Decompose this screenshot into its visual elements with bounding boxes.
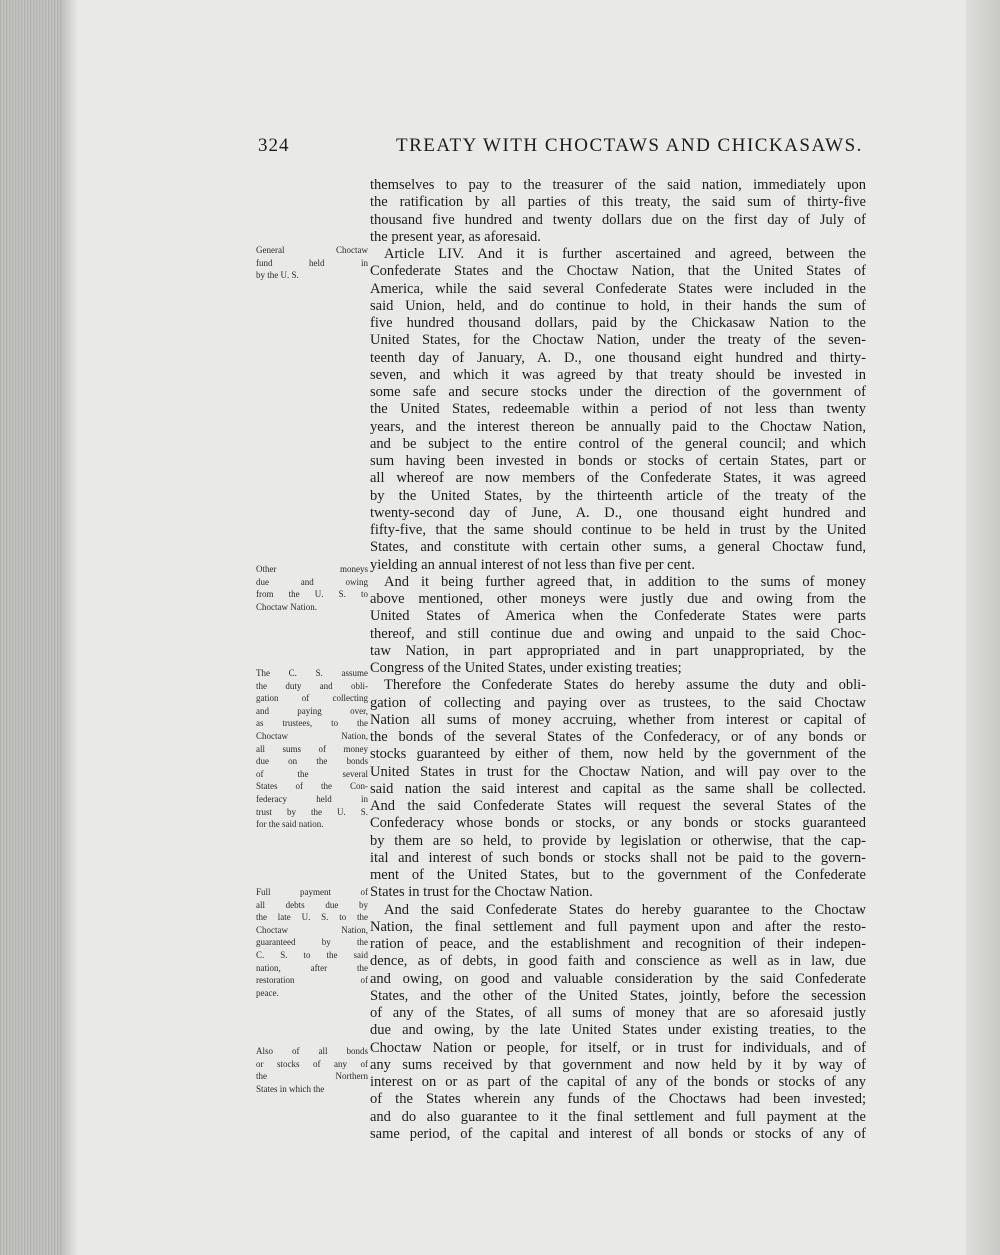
margin-note-line: by the U. S. bbox=[256, 270, 299, 281]
margin-note-line: due and owing bbox=[256, 576, 368, 587]
body-line: gation of collecting and paying over as trustees, to the said Choctaw bbox=[370, 694, 866, 711]
margin-note-line: the duty and obli- bbox=[256, 680, 368, 691]
body-line: United States of America when the Confederate States were parts bbox=[370, 608, 866, 625]
body-line: teenth day of January, A. D., one thousand eight hundred and thirty- bbox=[370, 349, 866, 366]
body-line: Confederacy whose bonds or stocks, or any bonds or stocks guaranteed bbox=[370, 815, 866, 832]
body-text bbox=[370, 177, 866, 1143]
body-line: United States, for the Choctaw Nation, under the treaty of the seven- bbox=[370, 332, 866, 349]
margin-note-line: or stocks of any of bbox=[256, 1058, 368, 1069]
body-line: States, and the other of the United States, jointly, before the secession bbox=[370, 987, 866, 1004]
margin-note-also-all-bonds bbox=[256, 1045, 368, 1095]
margin-note-line: due on the bonds bbox=[256, 756, 368, 767]
body-line: the ratification by all parties of this treaty, the said sum of thirty-five bbox=[370, 194, 866, 211]
margin-note-line: all debts due by bbox=[256, 899, 368, 910]
body-line: years, and the interest thereon be annually paid to the Choctaw Nation, bbox=[370, 418, 866, 435]
margin-note-full-payment bbox=[256, 886, 368, 999]
body-line: due and owing, by the late United States under existing treaties, to the bbox=[370, 1022, 866, 1039]
body-line: and owing, on good and valuable consideration by the said Confederate bbox=[370, 970, 866, 987]
margin-note-line: States in which the bbox=[256, 1083, 325, 1094]
body-line: Nation all sums of money accruing, whether from interest or capital of bbox=[370, 711, 866, 728]
body-line: any sums received by that government and now held by it by way of bbox=[370, 1056, 866, 1073]
body-line: Confederate States and the Choctaw Nation, that the United States of bbox=[370, 263, 866, 280]
body-line: by them are so held, to provide by legislation or otherwise, that the cap- bbox=[370, 832, 866, 849]
body-line: America, while the said several Confederate States were included in the bbox=[370, 280, 866, 297]
page-number: 324 bbox=[258, 135, 290, 156]
body-line: stocks guaranteed by either of them, now held by the government of the bbox=[370, 746, 866, 763]
margin-note-line: from the U. S. to bbox=[256, 589, 368, 600]
margin-note-line: nation, after the bbox=[256, 962, 368, 973]
body-line: all whereof are now members of the Confederate States, it was agreed bbox=[370, 470, 866, 487]
body-line: Choctaw Nation or people, for itself, or in trust for individuals, and of bbox=[370, 1039, 866, 1056]
body-line: sum having been invested in bonds or stocks of certain States, part or bbox=[370, 453, 866, 469]
body-line: by the United States, by the thirteenth article of the treaty of the bbox=[370, 487, 866, 504]
body-line: States, and constitute with certain other sums, a general Choctaw fund, bbox=[370, 539, 866, 556]
body-line: thousand five hundred and twenty dollars due on the first day of July of bbox=[370, 211, 866, 228]
body-line: the present year, as aforesaid. bbox=[370, 228, 541, 245]
margin-note-line: The C. S. assume bbox=[256, 668, 368, 678]
margin-note-line: Other moneys bbox=[256, 564, 368, 574]
margin-note-line: the Northern bbox=[256, 1071, 368, 1082]
margin-note-line: Choctaw Nation, bbox=[256, 730, 368, 741]
body-line: above mentioned, other moneys were justly due and owing from the bbox=[370, 591, 866, 607]
margin-note-line: federacy held in bbox=[256, 793, 368, 804]
body-line: of the States wherein any funds of the Choctaws had been invested; bbox=[370, 1091, 866, 1108]
margin-note-other-moneys bbox=[256, 563, 368, 613]
body-line: And it being further agreed that, in addition to the sums of money bbox=[384, 573, 866, 590]
margin-note-line: for the said nation. bbox=[256, 819, 324, 830]
margin-note-line: States of the Con- bbox=[256, 781, 368, 792]
book-page-edge bbox=[0, 0, 62, 1255]
margin-note-line: Also of all bonds bbox=[256, 1046, 368, 1056]
body-line: five hundred thousand dollars, paid by the Chickasaw Nation to the bbox=[370, 315, 866, 331]
body-line: themselves to pay to the treasurer of the said nation, immediately upon bbox=[370, 177, 866, 193]
body-line: And the said Confederate States will request the several States of the bbox=[370, 798, 866, 814]
body-line: thereof, and still continue due and owing and unpaid to the said Choc- bbox=[370, 625, 866, 642]
margin-note-line: fund held in bbox=[256, 257, 368, 268]
margin-note-line: restoration of bbox=[256, 975, 368, 986]
body-line: said nation the said interest and capital as the same shall be collected. bbox=[370, 780, 866, 797]
body-line: United States in trust for the Choctaw Nation, and will pay over to the bbox=[370, 763, 866, 780]
scan-margin bbox=[966, 0, 1000, 1255]
body-line: the United States, redeemable within a period of not less than twenty bbox=[370, 401, 866, 418]
margin-note-line: Choctaw Nation. bbox=[256, 601, 317, 612]
running-head: TREATY WITH CHOCTAWS AND CHICKASAWS. bbox=[396, 135, 863, 156]
body-line: ment of the United States, but to the government of the Confederate bbox=[370, 867, 866, 883]
margin-note-line: trust by the U. S. bbox=[256, 806, 368, 817]
margin-note-line: C. S. to the said bbox=[256, 949, 368, 960]
margin-note-line: Choctaw Nation, bbox=[256, 924, 368, 935]
margin-note-line: General Choctaw bbox=[256, 245, 368, 255]
margin-note-line: peace. bbox=[256, 987, 279, 998]
margin-note-general-choctaw-fund bbox=[256, 244, 368, 282]
margin-note-line: the late U. S. to the bbox=[256, 912, 368, 923]
binding-shadow bbox=[62, 0, 78, 1255]
body-line: taw Nation, in part appropriated and in part unappropriated, by the bbox=[370, 642, 866, 659]
body-line: States in trust for the Choctaw Nation. bbox=[370, 884, 593, 901]
body-line: Congress of the United States, under existing treaties; bbox=[370, 660, 682, 676]
body-line: fifty-five, that the same should continue to be held in trust by the United bbox=[370, 522, 866, 538]
body-line: Article LIV. And it is further ascertained and agreed, between the bbox=[384, 246, 866, 262]
body-line: ration of peace, and the establishment and recognition of their indepen- bbox=[370, 936, 866, 952]
margin-note-line: as trustees, to the bbox=[256, 718, 368, 729]
body-line: twenty-second day of June, A. D., one thousand eight hundred and bbox=[370, 504, 866, 521]
margin-note-line: guaranteed by the bbox=[256, 937, 368, 948]
body-line: the bonds of the several States of the Confederacy, or of any bonds or bbox=[370, 729, 866, 745]
body-line: yielding an annual interest of not less than five per cent. bbox=[370, 556, 695, 573]
body-line: and do also guarantee to it the final settlement and full payment at the bbox=[370, 1108, 866, 1125]
margin-note-line: and paying over, bbox=[256, 705, 368, 716]
margin-note-line: all sums of money bbox=[256, 743, 368, 754]
body-line: seven, and which it was agreed by that treaty should be invested in bbox=[370, 366, 866, 383]
margin-note-cs-assume-duty bbox=[256, 667, 368, 831]
body-line: interest on or as part of the capital of any of the bonds or stocks of any bbox=[370, 1074, 866, 1090]
body-line: said Union, held, and do continue to hold, in their hands the sum of bbox=[370, 297, 866, 314]
body-line: ital and interest of such bonds or stocks shall not be paid to the govern- bbox=[370, 849, 866, 866]
margin-note-line: Full payment of bbox=[256, 887, 368, 897]
body-line: some safe and secure stocks under the direction of the government of bbox=[370, 384, 866, 400]
body-line: and be subject to the entire control of the general council; and which bbox=[370, 435, 866, 452]
body-line: dence, as of debts, in good faith and conscience as well as in law, due bbox=[370, 953, 866, 970]
margin-note-line: gation of collecting bbox=[256, 693, 368, 704]
body-line: Nation, the final settlement and full payment upon and after the resto- bbox=[370, 918, 866, 935]
body-line: of any of the States, of all sums of money that are so aforesaid justly bbox=[370, 1005, 866, 1021]
body-line: same period, of the capital and interest of all bonds or stocks of any of bbox=[370, 1125, 866, 1142]
body-line: And the said Confederate States do hereby guarantee to the Choctaw bbox=[384, 901, 866, 918]
margin-note-line: of the several bbox=[256, 768, 368, 779]
body-line: Therefore the Confederate States do hereby assume the duty and obli- bbox=[384, 677, 866, 694]
